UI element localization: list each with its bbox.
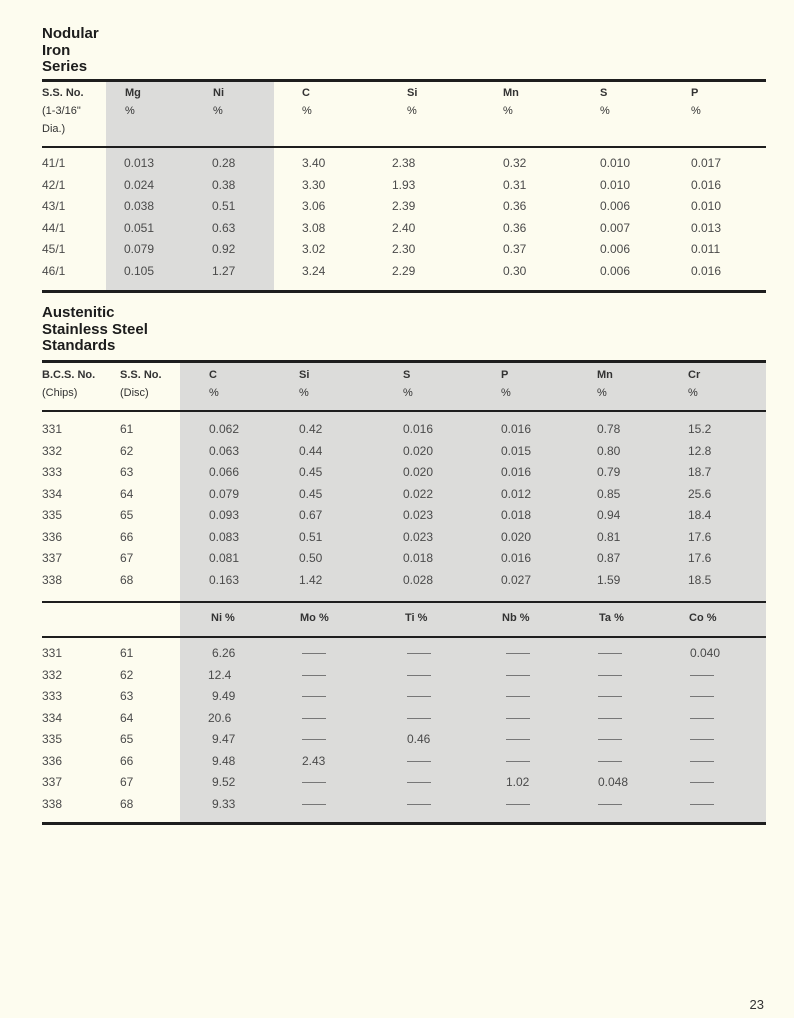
table-cell: 0.37 [503, 242, 527, 256]
column-header: Mo % [300, 612, 329, 624]
table-cell: 0.079 [209, 486, 240, 501]
header-label: S.S. No. [42, 87, 84, 99]
table-cell: 0.023 [403, 529, 434, 544]
table-cell [506, 708, 530, 730]
page-number: 23 [749, 997, 764, 1012]
table-cell: 336 [42, 529, 63, 544]
header-label: Cr [688, 369, 701, 381]
table-cell: 0.94 [597, 508, 621, 522]
table-cell: 0.066 [209, 465, 240, 479]
table-cell [598, 794, 622, 816]
table-cell: 0.42 [299, 422, 323, 436]
dash-placeholder [407, 761, 431, 762]
table-cell: 9.52 [212, 775, 236, 789]
table-cell [690, 751, 714, 773]
table-cell: 0.46 [407, 732, 431, 746]
table-cell: 0.013 [691, 220, 722, 235]
table-cell: 46/1 [42, 263, 66, 278]
dash-placeholder [407, 675, 431, 676]
table-cell [506, 665, 530, 687]
table-cell [690, 708, 714, 730]
table-cell: 0.016 [501, 465, 532, 479]
table-cell [407, 643, 431, 665]
dash-placeholder [598, 696, 622, 697]
table-cell: 62 [120, 443, 134, 458]
header-unit: % [407, 105, 417, 117]
austenitic-header-rule [42, 410, 766, 412]
table-cell: 9.47 [212, 732, 236, 746]
header-label: Si [299, 369, 310, 381]
table-cell: 337 [42, 551, 63, 565]
dash-placeholder [506, 804, 530, 805]
column-header: Ti % [405, 612, 428, 624]
column-header [125, 84, 141, 120]
header-unit: % [302, 105, 312, 117]
dash-placeholder [598, 718, 622, 719]
table-cell: 0.016 [403, 422, 434, 436]
nodular-header-rule [42, 146, 766, 148]
table-cell: 3.24 [302, 263, 326, 278]
table-cell: 0.016 [501, 551, 532, 565]
table-cell [598, 751, 622, 773]
table-cell: 15.2 [688, 422, 712, 436]
table-cell: 0.45 [299, 465, 323, 479]
table-cell: 0.013 [124, 156, 155, 170]
header-label: S [403, 369, 411, 381]
table-cell [302, 665, 326, 687]
dash-placeholder [407, 718, 431, 719]
dash-placeholder [598, 739, 622, 740]
dash-placeholder [407, 804, 431, 805]
table-cell [302, 643, 326, 665]
table-cell [598, 643, 622, 665]
header-label: Mn [503, 87, 519, 99]
table-cell: 0.016 [691, 177, 722, 192]
table-cell: 0.36 [503, 220, 527, 235]
table-cell: 45/1 [42, 242, 66, 256]
table-cell: 2.39 [392, 199, 416, 213]
table-cell [407, 686, 431, 708]
column-header [501, 366, 511, 402]
header-unit: (Chips) [42, 387, 78, 399]
column-header: Ni % [211, 612, 235, 624]
table-cell: 334 [42, 486, 63, 501]
header-unit: % [503, 105, 513, 117]
table-cell: 0.44 [299, 443, 323, 458]
table-cell: 0.020 [403, 465, 434, 479]
header-unit: % [691, 105, 701, 117]
dash-placeholder [506, 675, 530, 676]
nodular-bottom-rule [42, 290, 766, 293]
column-header [42, 84, 84, 138]
dash-placeholder [690, 761, 714, 762]
table-cell: 3.40 [302, 156, 326, 170]
table-cell: 1.02 [506, 775, 530, 789]
table-cell: 62 [120, 667, 134, 682]
table-cell: 0.007 [600, 220, 631, 235]
table-cell: 0.020 [501, 529, 532, 544]
dash-placeholder [598, 761, 622, 762]
title-line: Nodular [42, 25, 99, 42]
table-cell [690, 665, 714, 687]
dash-placeholder [407, 696, 431, 697]
table-cell: 0.062 [209, 422, 240, 436]
table-cell: 9.49 [212, 689, 236, 703]
table-cell: 0.31 [503, 177, 527, 192]
column-header [299, 366, 309, 402]
header-unit: Dia.) [42, 123, 66, 135]
table-cell: 0.040 [690, 646, 721, 660]
table-cell [302, 794, 326, 816]
table-cell: 0.006 [600, 242, 631, 256]
title-line: Standards [42, 337, 116, 354]
table-cell: 61 [120, 646, 134, 660]
table-cell: 2.43 [302, 753, 326, 768]
column-header [209, 366, 219, 402]
table-cell: 0.010 [600, 177, 631, 192]
header-label: P [501, 369, 509, 381]
table-cell: 18.5 [688, 572, 712, 587]
table-cell: 12.4 [208, 667, 232, 682]
table-cell: 0.010 [691, 199, 722, 213]
table-cell: 0.083 [209, 529, 240, 544]
table-cell [598, 665, 622, 687]
table-cell: 44/1 [42, 220, 66, 235]
table-cell [302, 686, 326, 708]
dash-placeholder [302, 804, 326, 805]
column-header [691, 84, 701, 120]
table-cell: 0.081 [209, 551, 240, 565]
table-cell: 0.78 [597, 422, 621, 436]
table-cell [506, 794, 530, 816]
table-cell: 3.08 [302, 220, 326, 235]
table-cell: 0.92 [212, 242, 236, 256]
dash-placeholder [690, 804, 714, 805]
table-cell: 0.051 [124, 220, 155, 235]
column-header [403, 366, 413, 402]
table-cell: 0.79 [597, 465, 621, 479]
dash-placeholder [302, 782, 326, 783]
table-cell: 0.105 [124, 263, 155, 278]
table-cell [302, 772, 326, 794]
table-cell: 67 [120, 775, 134, 789]
header-label: P [691, 87, 699, 99]
table-cell: 331 [42, 646, 63, 660]
table-cell: 0.023 [403, 508, 434, 522]
austenitic-shaded-band [180, 362, 766, 824]
table-cell: 0.024 [124, 177, 155, 192]
table-cell: 65 [120, 508, 134, 522]
dash-placeholder [506, 739, 530, 740]
austenitic-mid-rule [42, 601, 766, 603]
table-cell [690, 772, 714, 794]
table-cell: 338 [42, 796, 63, 811]
table-cell: 336 [42, 753, 63, 768]
dash-placeholder [690, 739, 714, 740]
header-unit: % [688, 387, 698, 399]
dash-placeholder [302, 653, 326, 654]
table-cell: 0.093 [209, 508, 240, 522]
dash-placeholder [407, 782, 431, 783]
nodular-top-rule [42, 79, 766, 82]
header-label: Si [407, 87, 418, 99]
table-cell: 335 [42, 508, 63, 522]
table-cell: 9.48 [212, 753, 236, 768]
table-cell: 0.027 [501, 572, 532, 587]
table-cell: 1.27 [212, 263, 236, 278]
table-cell: 42/1 [42, 177, 66, 192]
table-cell: 0.063 [209, 443, 240, 458]
table-cell: 0.018 [501, 508, 532, 522]
table-cell: 3.30 [302, 177, 326, 192]
table-cell: 66 [120, 529, 134, 544]
table-cell: 332 [42, 443, 63, 458]
table-cell [690, 794, 714, 816]
table-cell [506, 686, 530, 708]
table-cell: 0.51 [212, 199, 236, 213]
title-line: Series [42, 58, 88, 75]
nodular-title [42, 26, 99, 76]
table-cell: 0.87 [597, 551, 621, 565]
table-cell: 0.012 [501, 486, 532, 501]
table-cell: 333 [42, 689, 63, 703]
table-cell: 18.7 [688, 465, 712, 479]
table-cell: 41/1 [42, 156, 66, 170]
table-cell [598, 708, 622, 730]
table-cell [506, 729, 530, 751]
table-cell: 0.85 [597, 486, 621, 501]
column-header: Ta % [599, 612, 624, 624]
austenitic-bottom-rule [42, 822, 766, 825]
table-cell: 9.33 [212, 796, 236, 811]
table-cell: 3.02 [302, 242, 326, 256]
dash-placeholder [690, 782, 714, 783]
table-cell: 0.016 [691, 263, 722, 278]
table-cell: 0.51 [299, 529, 323, 544]
dash-placeholder [506, 761, 530, 762]
table-cell [506, 751, 530, 773]
table-cell: 338 [42, 572, 63, 587]
table-cell: 0.038 [124, 199, 155, 213]
table-cell: 61 [120, 422, 134, 436]
dash-placeholder [690, 675, 714, 676]
table-cell: 1.59 [597, 572, 621, 587]
dash-placeholder [506, 718, 530, 719]
table-cell: 0.016 [501, 422, 532, 436]
header-unit: % [403, 387, 413, 399]
column-header [302, 84, 312, 120]
header-label: B.C.S. No. [42, 369, 96, 381]
column-header [42, 366, 95, 402]
austenitic-title [42, 305, 148, 355]
table-cell: 331 [42, 422, 63, 436]
table-cell: 0.28 [212, 156, 236, 170]
dash-placeholder [598, 804, 622, 805]
table-cell: 63 [120, 689, 134, 703]
table-cell: 0.022 [403, 486, 434, 501]
table-cell: 43/1 [42, 199, 66, 213]
table-cell: 1.93 [392, 177, 416, 192]
header-label: C [209, 369, 217, 381]
dash-placeholder [407, 653, 431, 654]
table-cell [598, 729, 622, 751]
table-cell: 0.048 [598, 775, 629, 789]
table-cell: 0.028 [403, 572, 434, 587]
column-header [597, 366, 613, 402]
table-cell: 2.38 [392, 156, 416, 170]
table-cell [302, 708, 326, 730]
dash-placeholder [302, 675, 326, 676]
table-cell: 333 [42, 465, 63, 479]
column-header [503, 84, 519, 120]
table-cell: 2.30 [392, 242, 416, 256]
table-cell [506, 643, 530, 665]
header-unit: % [125, 105, 135, 117]
column-header [688, 366, 700, 402]
header-label: Ni [213, 87, 224, 99]
table-cell: 0.163 [209, 572, 240, 587]
table-cell: 12.8 [688, 443, 712, 458]
table-cell: 64 [120, 486, 134, 501]
header-unit: % [209, 387, 219, 399]
table-cell: 67 [120, 551, 134, 565]
table-cell: 0.020 [403, 443, 434, 458]
column-header: Co % [689, 612, 717, 624]
table-cell: 0.45 [299, 486, 323, 501]
table-cell: 0.015 [501, 443, 532, 458]
table-cell [598, 686, 622, 708]
dash-placeholder [598, 675, 622, 676]
table-cell: 63 [120, 465, 134, 479]
table-cell: 20.6 [208, 710, 232, 725]
table-cell: 0.80 [597, 443, 621, 458]
table-cell: 1.42 [299, 572, 323, 587]
table-cell: 17.6 [688, 551, 712, 565]
table-cell: 0.079 [124, 242, 155, 256]
header-label: Mg [125, 87, 141, 99]
header-label: S [600, 87, 608, 99]
table-cell [407, 665, 431, 687]
austenitic-top-rule [42, 360, 766, 363]
table-cell [690, 729, 714, 751]
table-cell: 6.26 [212, 646, 236, 660]
table-cell: 65 [120, 732, 134, 746]
table-cell [407, 751, 431, 773]
table-cell [407, 772, 431, 794]
table-cell: 68 [120, 572, 134, 587]
table-cell: 0.50 [299, 551, 323, 565]
header-unit: (1-3/16" [42, 105, 81, 117]
table-cell: 66 [120, 753, 134, 768]
table-cell [407, 794, 431, 816]
table-cell: 2.40 [392, 220, 416, 235]
dash-placeholder [302, 696, 326, 697]
table-cell: 0.011 [691, 242, 721, 256]
dash-placeholder [598, 653, 622, 654]
table-cell: 0.81 [597, 529, 621, 544]
title-line: Iron [42, 41, 71, 59]
header-unit: % [299, 387, 309, 399]
table-cell: 3.06 [302, 199, 326, 213]
title-line: Stainless Steel [42, 320, 148, 338]
table-cell: 0.30 [503, 263, 527, 278]
dash-placeholder [302, 718, 326, 719]
column-header [600, 84, 610, 120]
table-cell: 334 [42, 710, 63, 725]
table-cell: 18.4 [688, 508, 712, 522]
table-cell: 64 [120, 710, 134, 725]
table-cell: 0.017 [691, 156, 722, 170]
header-unit: % [597, 387, 607, 399]
table-cell: 0.32 [503, 156, 527, 170]
dash-placeholder [302, 739, 326, 740]
table-cell: 0.67 [299, 508, 323, 522]
table-cell: 0.36 [503, 199, 527, 213]
header-label: C [302, 87, 310, 99]
dash-placeholder [690, 696, 714, 697]
table-cell [690, 686, 714, 708]
table-cell: 332 [42, 667, 63, 682]
title-line: Austenitic [42, 304, 115, 321]
table-cell: 0.006 [600, 199, 631, 213]
header-unit: (Disc) [120, 387, 149, 399]
table-cell: 337 [42, 775, 63, 789]
dash-placeholder [506, 696, 530, 697]
header-label: Mn [597, 369, 613, 381]
header-unit: % [600, 105, 610, 117]
table-cell: 2.29 [392, 263, 416, 278]
table-cell: 25.6 [688, 486, 712, 501]
header-unit: % [501, 387, 511, 399]
table-cell: 0.010 [600, 156, 631, 170]
table-cell [302, 729, 326, 751]
header-label: S.S. No. [120, 369, 162, 381]
column-header [213, 84, 224, 120]
table-cell: 68 [120, 796, 134, 811]
table-cell: 0.63 [212, 220, 236, 235]
table-cell: 0.018 [403, 551, 434, 565]
table-cell [407, 708, 431, 730]
table-cell: 335 [42, 732, 63, 746]
column-header [407, 84, 417, 120]
table-cell: 0.38 [212, 177, 236, 192]
dash-placeholder [506, 653, 530, 654]
column-header: Nb % [502, 612, 530, 624]
austenitic-header2-rule [42, 636, 766, 638]
header-unit: % [213, 105, 223, 117]
table-cell: 0.006 [600, 263, 631, 278]
dash-placeholder [690, 718, 714, 719]
column-header [120, 366, 162, 402]
table-cell: 17.6 [688, 529, 712, 544]
